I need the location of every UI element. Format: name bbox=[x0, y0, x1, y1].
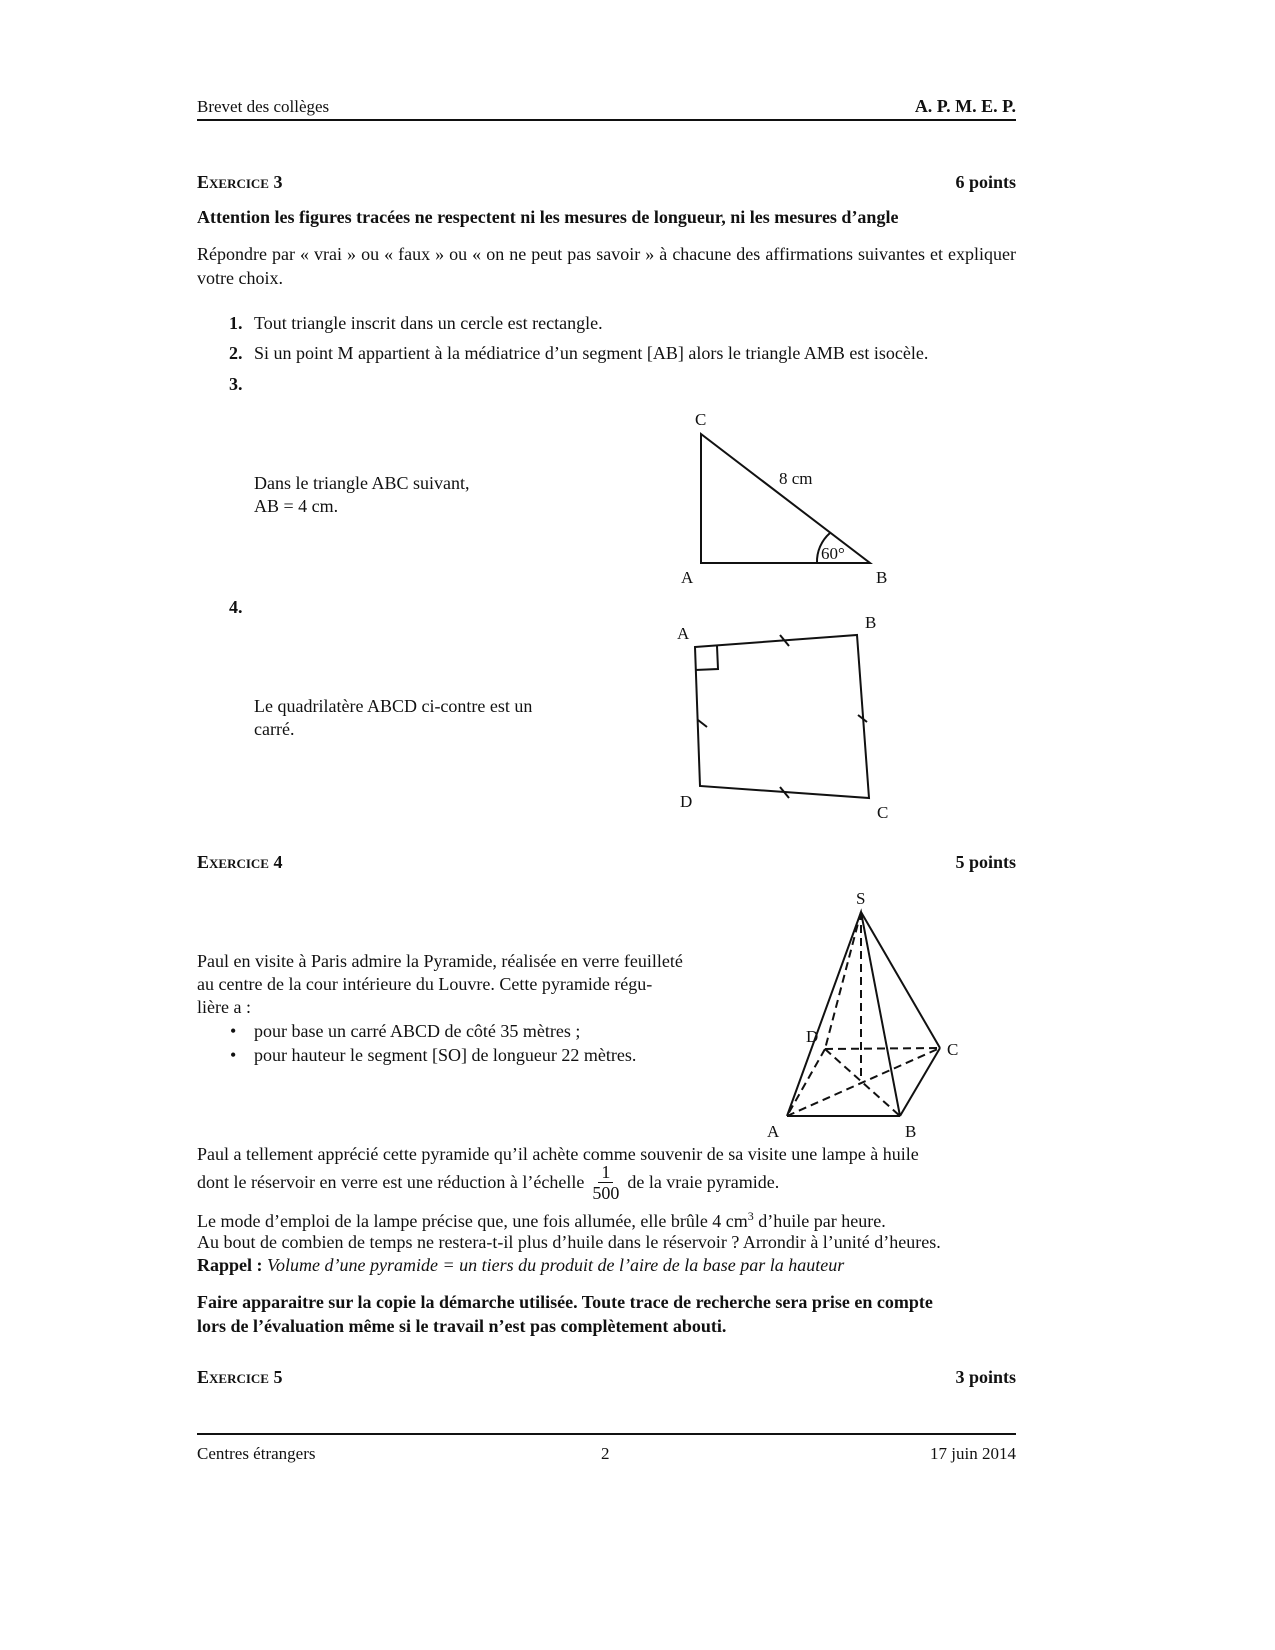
item-num: 4. bbox=[229, 597, 243, 617]
rappel-text: Volume d’une pyramide = un tiers du produit de l’aire de la base par la hauteur bbox=[267, 1255, 845, 1275]
item-num: 1. bbox=[229, 313, 243, 333]
text: d’huile par heure. bbox=[753, 1211, 886, 1231]
ex4-title: Exercice 4 bbox=[197, 852, 283, 872]
header-left: Brevet des collèges bbox=[197, 97, 330, 116]
footer-right: 17 juin 2014 bbox=[930, 1444, 1016, 1463]
label-b: B bbox=[865, 613, 877, 632]
square-figure bbox=[695, 635, 869, 798]
ex4-p1: Paul a tellement apprécié cette pyramide qu’il achète comme souvenir de sa visite une lampe à huile bbox=[197, 1144, 919, 1164]
fraction bbox=[592, 1162, 619, 1203]
page-number: 2 bbox=[601, 1444, 610, 1463]
rappel-label: Rappel : bbox=[197, 1255, 263, 1275]
label-d: D bbox=[680, 792, 693, 811]
item-text: Tout triangle inscrit dans un cercle est rectangle. bbox=[254, 313, 603, 333]
ex4-p3 bbox=[197, 1209, 886, 1232]
ex5-title: Exercice 5 bbox=[197, 1367, 283, 1387]
ex4-p2b: de la vraie pyramide. bbox=[627, 1172, 780, 1192]
angle-label: 60° bbox=[821, 544, 845, 563]
bullet-text: pour hauteur le segment [SO] de longueur 22 mètres. bbox=[254, 1045, 637, 1065]
ex4-points: 5 points bbox=[955, 852, 1016, 872]
label-s: S bbox=[856, 889, 866, 908]
ex4-bold1: Faire apparaitre sur la copie la démarche utilisée. Toute trace de recherche sera prise en compte bbox=[197, 1292, 933, 1312]
ex3-intro: Répondre par « vrai » ou « faux » ou « on ne peut pas savoir » à chacune des affirmations suivantes et expliquer votre choix. bbox=[197, 244, 1016, 288]
item-text: carré. bbox=[254, 719, 295, 739]
ex4-intro: Paul en visite à Paris admire la Pyramide, réalisée en verre feuilleté bbox=[197, 951, 683, 971]
ex4-intro: lière a : bbox=[197, 997, 251, 1017]
ex4-rappel bbox=[197, 1255, 844, 1276]
ex4-scale-line bbox=[197, 1162, 779, 1203]
label-a: A bbox=[677, 624, 690, 643]
item-num: 3. bbox=[229, 374, 243, 394]
label-d: D bbox=[806, 1027, 819, 1046]
bullet-text: pour base un carré ABCD de côté 35 mètres ; bbox=[254, 1021, 581, 1041]
label-b: B bbox=[876, 568, 888, 587]
hyp-label: 8 cm bbox=[779, 469, 813, 488]
superscript: 3 bbox=[747, 1209, 754, 1223]
ex3-warning: Attention les figures tracées ne respectent ni les mesures de longueur, ni les mesures d’angle bbox=[197, 207, 899, 227]
ex3-title: Exercice 3 bbox=[197, 172, 283, 192]
pyramid-figure bbox=[787, 912, 940, 1116]
item-num: 2. bbox=[229, 343, 243, 363]
ex5-points: 3 points bbox=[955, 1367, 1016, 1387]
fraction-numerator: 1 bbox=[598, 1162, 613, 1183]
item-text: Le quadrilatère ABCD ci-contre est un bbox=[254, 696, 533, 716]
ex4-p4: Au bout de combien de temps ne restera-t-il plus d’huile dans le réservoir ? Arrondir à l’unité d’heures. bbox=[197, 1232, 941, 1252]
label-b: B bbox=[905, 1122, 917, 1141]
item-text: Dans le triangle ABC suivant, bbox=[254, 473, 470, 493]
ex4-intro: au centre de la cour intérieure du Louvre. Cette pyramide régu- bbox=[197, 974, 653, 994]
ex4-p2a: dont le réservoir en verre est une réduction à l’échelle bbox=[197, 1172, 585, 1192]
label-a: A bbox=[681, 568, 694, 587]
header-right: A. P. M. E. P. bbox=[914, 96, 1016, 116]
ex3-points: 6 points bbox=[955, 172, 1016, 192]
bullet-icon: • bbox=[230, 1021, 237, 1041]
footer-left: Centres étrangers bbox=[197, 1444, 316, 1463]
label-c: C bbox=[877, 803, 889, 822]
fraction-denominator: 500 bbox=[592, 1183, 620, 1203]
text: Le mode d’emploi de la lampe précise que, une fois allumée, elle brûle 4 cm bbox=[197, 1211, 748, 1231]
ex4-bold2: lors de l’évaluation même si le travail n’est pas complètement abouti. bbox=[197, 1316, 727, 1336]
item-text: Si un point M appartient à la médiatrice d’un segment [AB] alors le triangle AMB est isocèle. bbox=[254, 343, 929, 363]
label-c: C bbox=[695, 410, 707, 429]
label-a: A bbox=[767, 1122, 780, 1141]
footer-rule bbox=[197, 1433, 1016, 1435]
bullet-icon: • bbox=[230, 1045, 237, 1065]
label-c: C bbox=[947, 1040, 959, 1059]
item-text: AB = 4 cm. bbox=[254, 496, 339, 516]
